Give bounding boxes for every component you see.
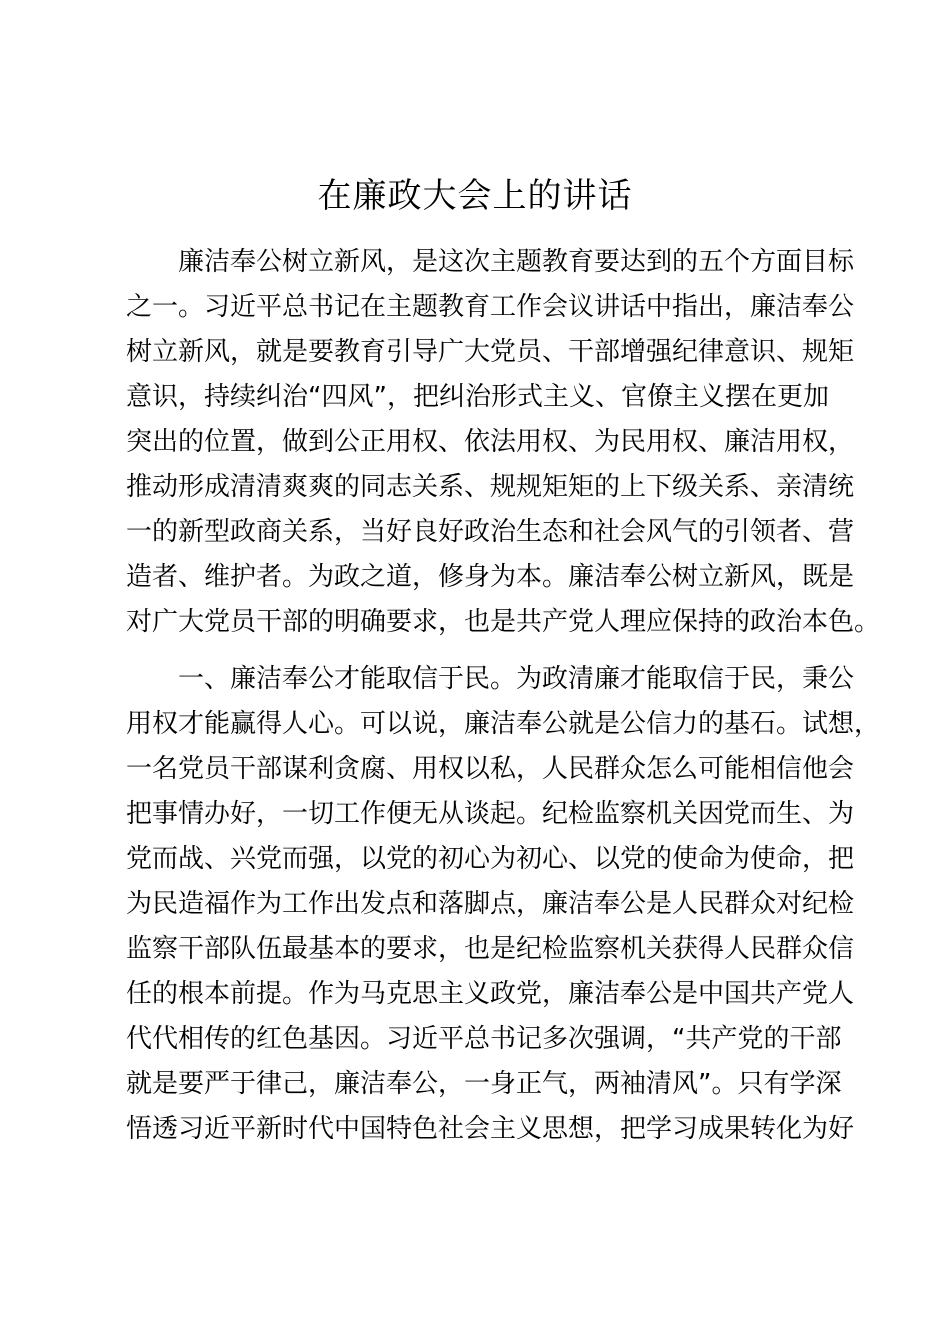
paragraph-line: 意识，持续纠治“四风”，把纠治形式主义、官僚主义摆在更加 <box>126 382 829 412</box>
paragraph-line: 把事情办好，一切工作便无从谈起。纪检监察机关因党而生、为 <box>126 799 855 829</box>
paragraph-line: 党而战、兴党而强，以党的初心为初心、以党的使命为使命，把 <box>126 844 855 874</box>
paragraph-line: 一、廉洁奉公才能取信于民。为政清廉才能取信于民，秉公 <box>126 664 855 694</box>
paragraph-line: 一的新型政商关系，当好良好政治生态和社会风气的引领者、营 <box>126 517 855 547</box>
paragraph-line: 监察干部队伍最基本的要求，也是纪检监察机关获得人民群众信 <box>126 934 855 964</box>
paragraph-line: 造者、维护者。为政之道，修身为本。廉洁奉公树立新风，既是 <box>126 562 855 592</box>
paragraph-line: 任的根本前提。作为马克思主义政党，廉洁奉公是中国共产党人 <box>126 979 855 1009</box>
paragraph-1 <box>126 240 881 645</box>
paragraph-line: 为民造福作为工作出发点和落脚点，廉洁奉公是人民群众对纪检 <box>126 889 855 919</box>
paragraph-line: 用权才能赢得人心。可以说，廉洁奉公就是公信力的基石。试想， <box>126 709 881 739</box>
paragraph-line: 对广大党员干部的明确要求，也是共产党人理应保持的政治本色。 <box>126 607 881 637</box>
paragraph-line: 一名党员干部谋利贪腐、用权以私，人民群众怎么可能相信他会 <box>126 754 855 784</box>
paragraph-line: 就是要严于律己，廉洁奉公，一身正气，两袖清风”。只有学深 <box>126 1069 842 1099</box>
paragraph-line: 突出的位置，做到公正用权、依法用权、为民用权、廉洁用权， <box>126 427 855 457</box>
paragraph-line: 悟透习近平新时代中国特色社会主义思想，把学习成果转化为好 <box>126 1114 855 1144</box>
paragraph-2 <box>126 657 881 1152</box>
paragraph-line: 推动形成清清爽爽的同志关系、规规矩矩的上下级关系、亲清统 <box>126 472 855 502</box>
document-title: 在廉政大会上的讲话 <box>317 176 633 216</box>
paragraph-line: 之一。习近平总书记在主题教育工作会议讲话中指出，廉洁奉公 <box>126 292 855 322</box>
paragraph-line: 廉洁奉公树立新风，是这次主题教育要达到的五个方面目标 <box>126 247 855 277</box>
paragraph-line: 树立新风，就是要教育引导广大党员、干部增强纪律意识、规矩 <box>126 337 855 367</box>
paragraph-line: 代代相传的红色基因。习近平总书记多次强调，“共产党的干部 <box>126 1024 842 1054</box>
